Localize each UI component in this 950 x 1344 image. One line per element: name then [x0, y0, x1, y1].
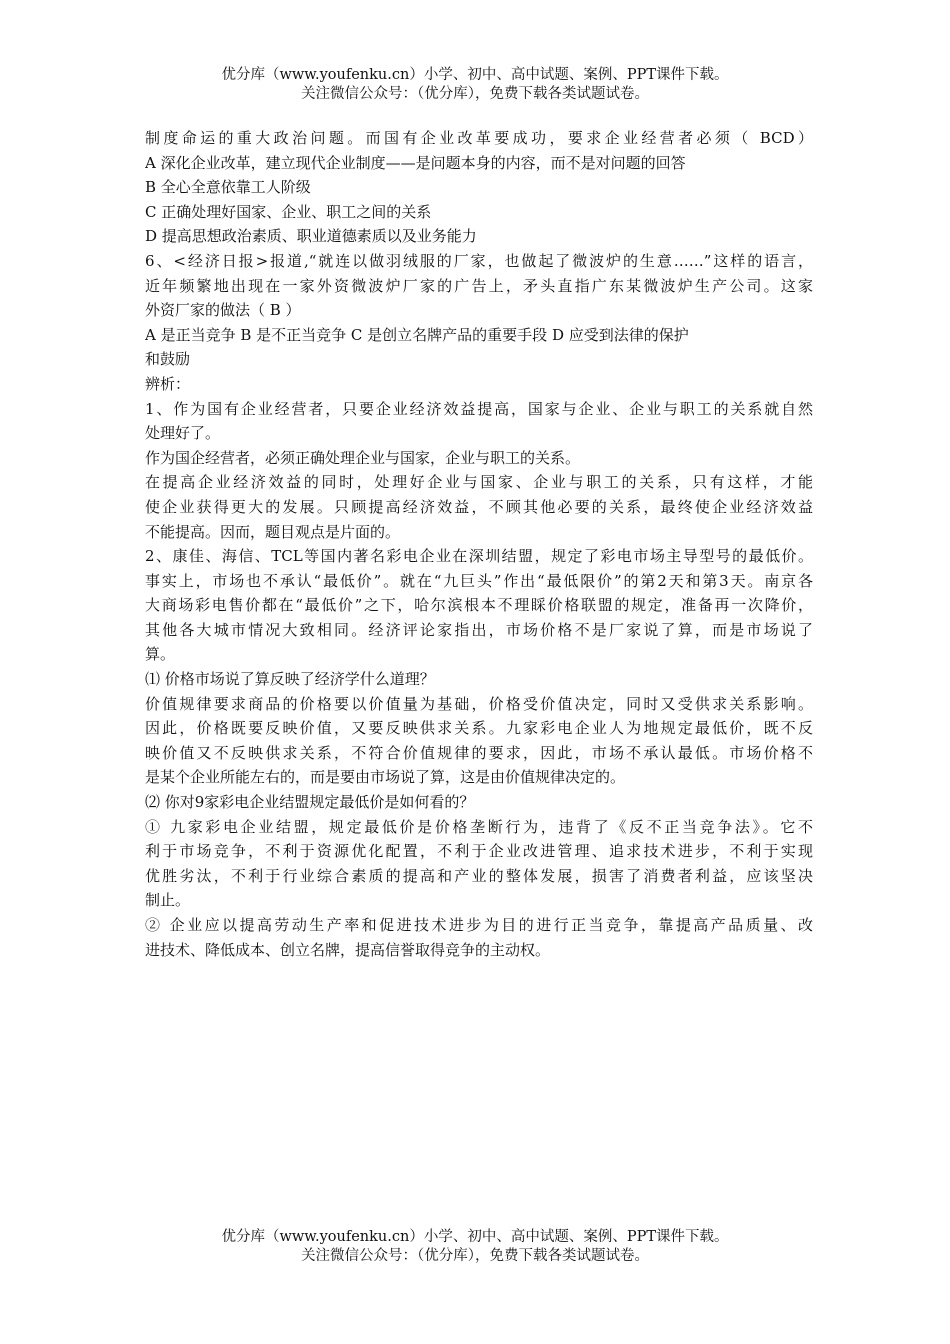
text-line: 外资厂家的做法（ B ） — [145, 301, 301, 320]
page-footer — [0, 1228, 950, 1266]
page-header — [0, 66, 950, 104]
options-line: A 是正当竞争 B 是不正当竞争 C 是创立名牌产品的重要手段 D 应受到法律的保护 — [145, 325, 689, 344]
text-line: 优胜劣汰，不利于行业综合素质的提高和产业的整体发展，损害了消费者利益，应该坚决 — [145, 866, 813, 885]
answer-line: 在提高企业经济效益的同时，处理好企业与国家、企业与职工的关系，只有这样，才能 — [145, 473, 813, 492]
footer-line-1: 优分库（www.youfenku.cn）小学、初中、高中试题、案例、PPT课件下载。 — [221, 1229, 729, 1245]
text-line: 是某个企业所能左右的，而是要由市场说了算，这是由价值规律决定的。 — [145, 768, 626, 787]
text-line: 和鼓励 — [145, 350, 191, 369]
text-line: 进技术、降低成本、创立名牌，提高信誉取得竞争的主动权。 — [145, 940, 551, 959]
sub-question-2: ⑵ 你对9家彩电企业结盟规定最低价是如何看的？ — [145, 793, 475, 812]
text-line: 算。 — [145, 645, 176, 664]
header-line-1: 优分库（www.youfenku.cn）小学、初中、高中试题、案例、PPT课件下载。 — [221, 67, 729, 83]
text-line: 因此，价格既要反映价值，又要反映供求关系。九家彩电企业人为地规定最低价，既不反 — [145, 719, 813, 738]
question-6: 6、<经济日报>报道,“就连以做羽绒服的厂家，也做起了微波炉的生意……”这样的语言， — [145, 251, 813, 270]
answer-line: ① 九家彩电企业结盟，规定最低价是价格垄断行为，违背了《反不正当竞争法》。它不 — [145, 817, 813, 836]
option-b: B 全心全意依靠工人阶级 — [145, 178, 311, 197]
document-body — [145, 126, 813, 962]
text-line: 大商场彩电售价都在“最低价”之下，哈尔滨根本不理睬价格联盟的规定，准备再一次降价， — [145, 596, 813, 615]
text-line: 不能提高。因而，题目观点是片面的。 — [145, 522, 401, 541]
text-line: 映价值又不反映供求关系，不符合价值规律的要求，因此，市场不承认最低。市场价格不 — [145, 743, 813, 762]
section-heading: 辨析： — [145, 374, 191, 393]
text-line: 使企业获得更大的发展。只顾提高经济效益，不顾其他必要的关系，最终使企业经济效益 — [145, 497, 813, 516]
question-1: 1、作为国有企业经营者，只要企业经济效益提高，国家与企业、企业与职工的关系就自然 — [145, 399, 813, 418]
question-2: 2、康佳、海信、TCL等国内著名彩电企业在深圳结盟，规定了彩电市场主导型号的最低价。 — [145, 547, 813, 566]
option-a: A 深化企业改革，建立现代企业制度——是问题本身的内容，而不是对问题的回答 — [145, 153, 686, 172]
header-line-2: 关注微信公众号：（优分库），免费下载各类试题试卷。 — [301, 86, 649, 102]
text-line: 其他各大城市情况大致相同。经济评论家指出，市场价格不是厂家说了算，而是市场说了 — [145, 620, 813, 639]
footer-line-2: 关注微信公众号：（优分库），免费下载各类试题试卷。 — [301, 1248, 649, 1264]
text-line: 制度命运的重大政治问题。而国有企业改革要成功，要求企业经营者必须（ BCD） — [145, 129, 813, 147]
text-line: 近年频繁地出现在一家外资微波炉厂家的广告上，矛头直指广东某微波炉生产公司。这家 — [145, 276, 813, 295]
answer-line: ② 企业应以提高劳动生产率和促进技术进步为目的进行正当竞争，靠提高产品质量、改 — [145, 916, 813, 934]
answer-line: 价值规律要求商品的价格要以价值量为基础，价格受价值决定，同时又受供求关系影响。 — [145, 694, 813, 713]
text-line: 处理好了。 — [145, 424, 221, 443]
text-line: 利于市场竞争，不利于资源优化配置，不利于企业改进管理、追求技术进步，不利于实现 — [145, 842, 813, 861]
text-line: 制止。 — [145, 891, 191, 910]
option-c: C 正确处理好国家、企业、职工之间的关系 — [145, 202, 432, 221]
answer-line: 作为国企经营者，必须正确处理企业与国家，企业与职工的关系。 — [145, 448, 581, 467]
option-d: D 提高思想政治素质、职业道德素质以及业务能力 — [145, 227, 477, 246]
text-line: 事实上，市场也不承认“最低价”。就在“九巨头”作出“最低限价”的第2天和第3天。南京各 — [145, 571, 813, 590]
sub-question-1: ⑴ 价格市场说了算反映了经济学什么道理？ — [145, 670, 435, 689]
